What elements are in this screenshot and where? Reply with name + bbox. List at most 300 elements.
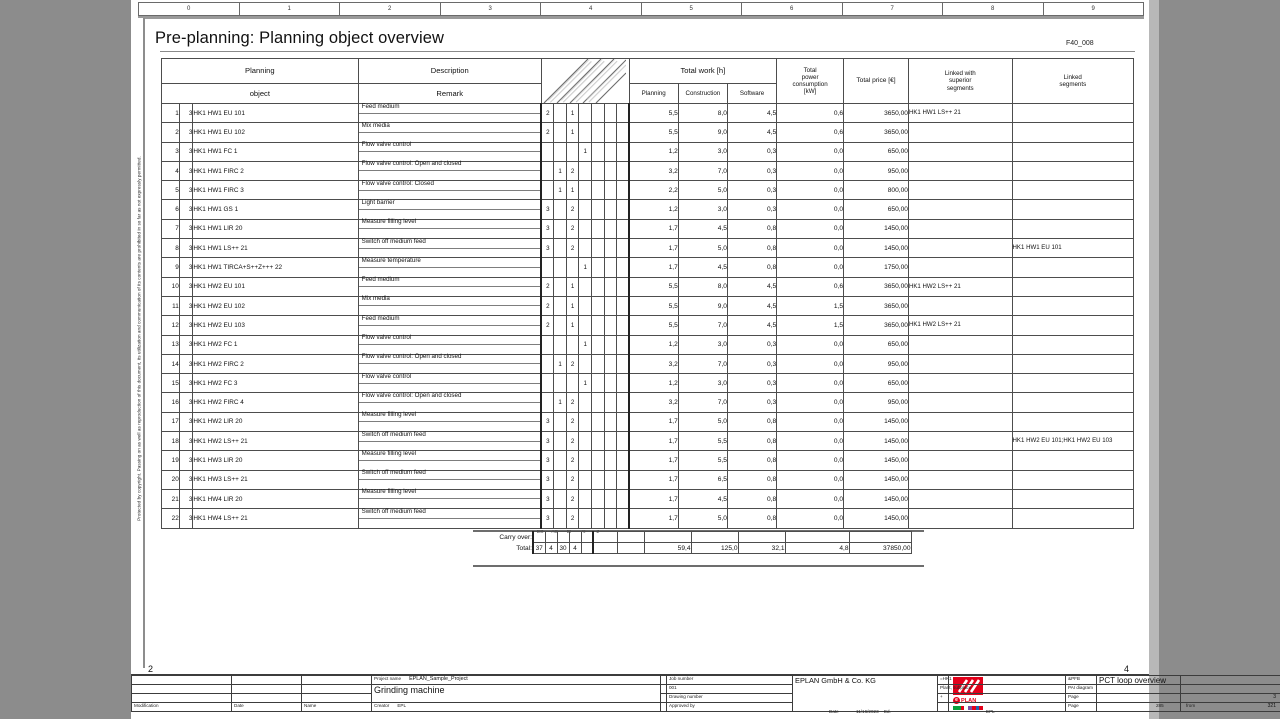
row-software-hours: 0,3: [727, 393, 776, 412]
row-linked-superior: [908, 258, 1012, 277]
io-diagonal-header: [541, 59, 629, 104]
row-io-c5: [604, 489, 617, 508]
row-io-c5: [604, 258, 617, 277]
row-software-hours: 0,8: [727, 470, 776, 489]
row-description-text: Switch off medium feed: [361, 237, 426, 245]
carry-over-row-power: [785, 532, 849, 543]
header-total-power-l4: [kW]: [803, 88, 817, 96]
row-level: 3: [179, 142, 193, 161]
row-planning-object: HK1 HW3 LIR 20: [193, 451, 358, 470]
row-power-consumption: 0,0: [777, 470, 844, 489]
row-io-c5: [604, 219, 617, 238]
row-io-DO: 3: [541, 412, 554, 431]
carry-over-row-io-DO: [533, 532, 545, 543]
table-row[interactable]: [162, 296, 1134, 315]
row-linked-superior: [908, 412, 1012, 431]
row-io-AI: 1: [579, 258, 592, 277]
logo-e-icon: e: [953, 697, 960, 704]
row-description-text: Light barrier: [361, 198, 395, 206]
row-construction-hours: 9,0: [678, 296, 727, 315]
ed-label: Ed.: [883, 709, 891, 714]
row-io-c5: [604, 142, 617, 161]
row-linked-superior: [908, 335, 1012, 354]
row-io-AO: [554, 509, 567, 528]
row-total-price: 650,00: [844, 142, 909, 161]
row-linked-segments: [1012, 393, 1133, 412]
row-io-Z: [591, 354, 604, 373]
row-level: 3: [179, 412, 193, 431]
row-linked-segments: [1012, 296, 1133, 315]
page-label-2: Page: [1068, 703, 1079, 708]
tb-approved-by-cell: [667, 703, 793, 712]
diagram-label: PAI diagram: [1068, 685, 1093, 690]
row-io-DI: 2: [566, 412, 579, 431]
row-power-consumption: 0,6: [777, 123, 844, 142]
total-row-io-DO: 37: [533, 543, 545, 554]
row-planning-hours: 1,7: [629, 239, 678, 258]
row-planning-hours: 3,2: [629, 161, 678, 180]
ruler-tick-5: 5: [642, 3, 743, 15]
row-description-rule: [359, 228, 541, 229]
row-level: 3: [179, 354, 193, 373]
header-planning-object-line1: Planning: [245, 66, 275, 76]
row-level: 3: [179, 432, 193, 451]
row-software-hours: 0,8: [727, 412, 776, 431]
row-construction-hours: 3,0: [678, 200, 727, 219]
row-io-AI: [579, 489, 592, 508]
table-row[interactable]: [162, 451, 1134, 470]
row-software-hours: 0,3: [727, 335, 776, 354]
row-io-DO: [541, 374, 554, 393]
row-index: 12: [162, 316, 180, 335]
row-description-rule: [359, 383, 541, 384]
row-io-DO: 3: [541, 470, 554, 489]
row-planning-hours: 2,2: [629, 181, 678, 200]
row-io-AI: [579, 277, 592, 296]
row-construction-hours: 4,5: [678, 258, 727, 277]
page-value-1: 3: [1273, 694, 1276, 700]
row-io-c5: [604, 161, 617, 180]
row-linked-segments: [1012, 451, 1133, 470]
row-description: [358, 470, 541, 489]
row-io-c5: [604, 470, 617, 489]
drawing-title: PCT loop overview: [1099, 676, 1167, 685]
row-io-DI: 2: [566, 509, 579, 528]
row-io-AO: [554, 489, 567, 508]
row-index: 13: [162, 335, 180, 354]
table-row[interactable]: [162, 239, 1134, 258]
project-title: Grinding machine: [374, 685, 445, 695]
tb-mod-c1: [132, 676, 232, 685]
row-description: [358, 374, 541, 393]
table-row[interactable]: [162, 489, 1134, 508]
row-description: [358, 432, 541, 451]
row-planning-hours: 1,7: [629, 432, 678, 451]
row-power-consumption: 0,0: [777, 432, 844, 451]
row-description-rule: [359, 518, 541, 519]
copyright-notice: Protected by copyright. Passing on as well as reproduction of this document, its utilization and communication of its contents are prohibited in so far as not expressly permitted.: [136, 156, 142, 521]
row-description: [358, 451, 541, 470]
row-planning-hours: 3,2: [629, 393, 678, 412]
row-io-AI: 1: [579, 374, 592, 393]
row-linked-segments: [1012, 258, 1133, 277]
row-planning-hours: 1,2: [629, 142, 678, 161]
plus-sign: +: [940, 694, 943, 699]
table-row[interactable]: [162, 123, 1134, 142]
row-planning-object: HK1 HW2 LIR 20: [193, 412, 358, 431]
io-mini-label-DO: DO: [536, 529, 544, 534]
row-io-DO: 3: [541, 509, 554, 528]
row-description: [358, 489, 541, 508]
row-io-DI: [566, 142, 579, 161]
table-row[interactable]: [162, 104, 1134, 123]
header-total-power-l3: consumption: [792, 81, 828, 88]
row-io-DI: 2: [566, 432, 579, 451]
row-io-Z: [591, 219, 604, 238]
table-row[interactable]: [162, 200, 1134, 219]
row-description: [358, 161, 541, 180]
row-index: 20: [162, 470, 180, 489]
row-linked-superior: [908, 219, 1012, 238]
meta-plus-cell: [938, 694, 1066, 703]
row-construction-hours: 8,0: [678, 277, 727, 296]
title-block: [131, 674, 1276, 719]
row-construction-hours: 9,0: [678, 123, 727, 142]
carry-over-row-io-AO: [545, 532, 557, 543]
row-io-DI: 2: [566, 393, 579, 412]
row-software-hours: 0,3: [727, 354, 776, 373]
row-io-AI: [579, 104, 592, 123]
table-row[interactable]: [162, 161, 1134, 180]
corner-number-left: 2: [148, 664, 154, 674]
row-description-text: Flow valve control: Open and closed: [361, 353, 462, 361]
row-io-c5: [604, 239, 617, 258]
job-number-label: Job number: [669, 676, 694, 681]
tb-job-number-value-cell: [667, 685, 793, 694]
row-io-DI: 1: [566, 123, 579, 142]
row-linked-superior: [908, 451, 1012, 470]
row-construction-hours: 5,0: [678, 181, 727, 200]
table-row[interactable]: [162, 432, 1134, 451]
row-io-c6: [617, 123, 630, 142]
row-io-AO: [554, 142, 567, 161]
row-total-price: 1450,00: [844, 219, 909, 238]
row-description-rule: [359, 113, 541, 114]
row-total-price: 650,00: [844, 335, 909, 354]
row-software-hours: 0,3: [727, 161, 776, 180]
name-label: Name: [304, 703, 317, 708]
row-io-DI: 2: [566, 354, 579, 373]
totals-body: [473, 532, 911, 554]
row-io-c6: [617, 489, 630, 508]
drawing-date-row: [829, 709, 939, 714]
row-io-DI: [566, 258, 579, 277]
row-io-DO: 2: [541, 316, 554, 335]
row-total-price: 3650,00: [844, 123, 909, 142]
row-io-c5: [604, 200, 617, 219]
row-io-c6: [617, 219, 630, 238]
tb-modification-label-cell: [132, 703, 232, 712]
row-power-consumption: 0,0: [777, 451, 844, 470]
row-linked-segments: [1012, 489, 1133, 508]
tb-r3-c1: [132, 694, 232, 703]
row-io-AO: [554, 123, 567, 142]
row-planning-object: HK1 HW4 LIR 20: [193, 489, 358, 508]
header-remark-label: Remark: [436, 88, 464, 98]
meta-diagram-cell: [1066, 685, 1280, 694]
row-description-rule: [359, 402, 541, 403]
row-index: 8: [162, 239, 180, 258]
row-linked-superior: [908, 161, 1012, 180]
row-software-hours: 0,8: [727, 489, 776, 508]
row-io-AO: [554, 200, 567, 219]
carry-over-row-planning: [644, 532, 691, 543]
project-name-value: EPLAN_Sample_Project: [409, 676, 468, 682]
table-row[interactable]: [162, 354, 1134, 373]
row-io-c6: [617, 296, 630, 315]
date-label: Date: [234, 703, 244, 708]
row-planning-hours: 1,7: [629, 258, 678, 277]
row-description-rule: [359, 286, 541, 287]
row-index: 21: [162, 489, 180, 508]
row-description-text: Switch off medium feed: [361, 430, 426, 438]
table-row[interactable]: [162, 470, 1134, 489]
row-software-hours: 4,5: [727, 123, 776, 142]
io-mini-label-Z: Z: [596, 529, 600, 534]
table-row[interactable]: [162, 219, 1134, 238]
row-index: 2: [162, 123, 180, 142]
io-mini-label-AI: AI: [581, 529, 586, 534]
total-row-io-AI: 4: [569, 543, 581, 554]
row-io-DO: [541, 161, 554, 180]
row-description: [358, 393, 541, 412]
row-power-consumption: 0,6: [777, 104, 844, 123]
row-total-price: 1450,00: [844, 489, 909, 508]
header-total-power-l2: power: [801, 73, 819, 81]
row-io-AI: [579, 219, 592, 238]
io-mini-label-DI: DI: [566, 529, 572, 534]
row-power-consumption: 0,0: [777, 354, 844, 373]
row-planning-object: HK1 HW2 EU 103: [193, 316, 358, 335]
row-index: 17: [162, 412, 180, 431]
row-io-Z: [591, 258, 604, 277]
left-margin: [131, 18, 145, 668]
row-index: 11: [162, 296, 180, 315]
row-io-DO: [541, 354, 554, 373]
total-row-planning: 59,4: [644, 543, 691, 554]
row-total-price: 1750,00: [844, 258, 909, 277]
row-io-AI: [579, 451, 592, 470]
row-description: [358, 104, 541, 123]
row-description: [358, 258, 541, 277]
row-description-text: Mix media: [361, 121, 390, 129]
row-planning-object: HK1 HW4 LS++ 21: [193, 509, 358, 528]
row-description-rule: [359, 363, 541, 364]
row-planning-object: HK1 HW2 EU 101: [193, 277, 358, 296]
row-total-price: 1450,00: [844, 239, 909, 258]
row-io-c6: [617, 316, 630, 335]
row-index: 6: [162, 200, 180, 219]
creator-label: Creator: [374, 703, 390, 708]
row-power-consumption: 0,0: [777, 374, 844, 393]
row-description: [358, 181, 541, 200]
row-planning-hours: 1,7: [629, 219, 678, 238]
row-construction-hours: 5,0: [678, 412, 727, 431]
row-linked-superior: [908, 374, 1012, 393]
header-planning-object-line2: object: [249, 88, 270, 98]
row-level: 3: [179, 451, 193, 470]
row-io-AO: [554, 335, 567, 354]
table-row[interactable]: [162, 142, 1134, 161]
row-construction-hours: 7,0: [678, 354, 727, 373]
row-index: 14: [162, 354, 180, 373]
row-io-c6: [617, 200, 630, 219]
table-row[interactable]: [162, 393, 1134, 412]
row-linked-segments: [1012, 374, 1133, 393]
row-linked-superior: HK1 HW1 LS++ 21: [908, 104, 1012, 123]
table-row[interactable]: [162, 412, 1134, 431]
row-description: [358, 316, 541, 335]
row-io-DO: 3: [541, 451, 554, 470]
header-construction: [678, 83, 727, 103]
total-row-power: 4,8: [785, 543, 849, 554]
meta-ampfb-cell: [1066, 676, 1280, 685]
row-linked-superior: [908, 432, 1012, 451]
row-description-text: Switch off medium feed: [361, 469, 426, 477]
ruler-tick-6: 6: [742, 3, 843, 15]
row-description-rule: [359, 441, 541, 442]
row-linked-segments: [1012, 200, 1133, 219]
row-planning-object: HK1 HW1 GS 1: [193, 200, 358, 219]
row-io-Z: [591, 277, 604, 296]
row-io-Z: [591, 104, 604, 123]
row-description-text: Flow valve control: [361, 334, 412, 342]
row-io-AI: [579, 509, 592, 528]
row-planning-hours: 1,2: [629, 200, 678, 219]
row-io-c6: [617, 451, 630, 470]
title-block-meta-table: [937, 675, 1280, 712]
row-power-consumption: 0,0: [777, 239, 844, 258]
row-linked-segments: HK1 HW1 EU 101: [1012, 239, 1133, 258]
row-description-text: Flow valve control: [361, 141, 412, 149]
total-row-price: 37850,00: [849, 543, 911, 554]
row-linked-segments: HK1 HW2 EU 101;HK1 HW2 EU 103: [1012, 432, 1133, 451]
row-io-AO: [554, 470, 567, 489]
row-io-Z: [591, 296, 604, 315]
row-io-AO: [554, 258, 567, 277]
row-linked-superior: [908, 354, 1012, 373]
row-planning-hours: 5,5: [629, 123, 678, 142]
row-power-consumption: 0,6: [777, 277, 844, 296]
row-io-Z: [591, 335, 604, 354]
row-description-rule: [359, 267, 541, 268]
row-description: [358, 219, 541, 238]
row-construction-hours: 7,0: [678, 393, 727, 412]
header-linked-segments-l1: Linked: [1063, 73, 1082, 81]
from-value: 321: [1267, 703, 1276, 709]
row-linked-segments: [1012, 509, 1133, 528]
table-row[interactable]: [162, 181, 1134, 200]
row-description-rule: [359, 479, 541, 480]
table-row[interactable]: [162, 258, 1134, 277]
total-row-io-DI: 30: [557, 543, 569, 554]
row-power-consumption: 0,0: [777, 142, 844, 161]
table-row[interactable]: [162, 374, 1134, 393]
row-io-c6: [617, 412, 630, 431]
row-planning-object: HK1 HW1 EU 101: [193, 104, 358, 123]
row-description-text: Measure filling level: [361, 218, 417, 226]
row-io-c5: [604, 296, 617, 315]
row-io-AI: [579, 123, 592, 142]
tb-mod-c2: [232, 676, 302, 685]
header-total-power-l1: Total: [803, 66, 817, 74]
modification-label: Modification: [134, 703, 159, 708]
row-power-consumption: 0,0: [777, 509, 844, 528]
row-io-AO: 1: [554, 181, 567, 200]
header-linked-superior-l3: segments: [946, 84, 974, 92]
row-linked-segments: [1012, 123, 1133, 142]
table-row[interactable]: [162, 316, 1134, 335]
header-planning-object: [162, 59, 359, 84]
row-construction-hours: 8,0: [678, 104, 727, 123]
row-total-price: 1450,00: [844, 470, 909, 489]
row-planning-object: HK1 HW1 FC 1: [193, 142, 358, 161]
table-row[interactable]: [162, 277, 1134, 296]
io-mini-label-AO: AO: [551, 529, 558, 534]
row-description: [358, 354, 541, 373]
row-io-AI: 1: [579, 335, 592, 354]
row-linked-superior: [908, 470, 1012, 489]
row-index: 19: [162, 451, 180, 470]
total-row-software: 32,1: [738, 543, 785, 554]
sheet-shadow: [1149, 0, 1159, 719]
row-level: 3: [179, 277, 193, 296]
totals-bottom-rule: [473, 565, 924, 567]
carry-over-row-io-AI: [569, 532, 581, 543]
row-power-consumption: 0,0: [777, 412, 844, 431]
meta-page-2-cell: [1066, 703, 1280, 712]
row-io-c6: [617, 142, 630, 161]
table-row[interactable]: [162, 509, 1134, 528]
row-description-text: Measure temperature: [361, 256, 421, 264]
planning-object-table-wrap: [161, 58, 1134, 529]
row-description-rule: [359, 151, 541, 152]
header-linked-segments: [1012, 59, 1133, 104]
project-name-label: Project name: [374, 676, 402, 681]
io-hatch-lines: [542, 59, 626, 103]
row-software-hours: 0,3: [727, 200, 776, 219]
row-io-c5: [604, 354, 617, 373]
table-row[interactable]: [162, 335, 1134, 354]
row-linked-superior: [908, 296, 1012, 315]
page-title: Pre-planning: Planning object overview: [155, 29, 445, 47]
total-row-construction: 125,0: [691, 543, 738, 554]
ruler-tick-0: 0: [139, 3, 240, 15]
totals-wrap: [473, 531, 912, 554]
planning-object-table: [161, 58, 1134, 529]
row-io-c6: [617, 509, 630, 528]
row-construction-hours: 7,0: [678, 161, 727, 180]
epl-label: EPL: [986, 709, 995, 714]
row-construction-hours: 4,5: [678, 219, 727, 238]
row-description-rule: [359, 209, 541, 210]
row-io-Z: [591, 374, 604, 393]
row-io-AI: [579, 316, 592, 335]
total-row-blank-1: [617, 543, 644, 554]
row-io-AO: [554, 296, 567, 315]
from-label: from: [1186, 703, 1196, 708]
row-io-c5: [604, 104, 617, 123]
